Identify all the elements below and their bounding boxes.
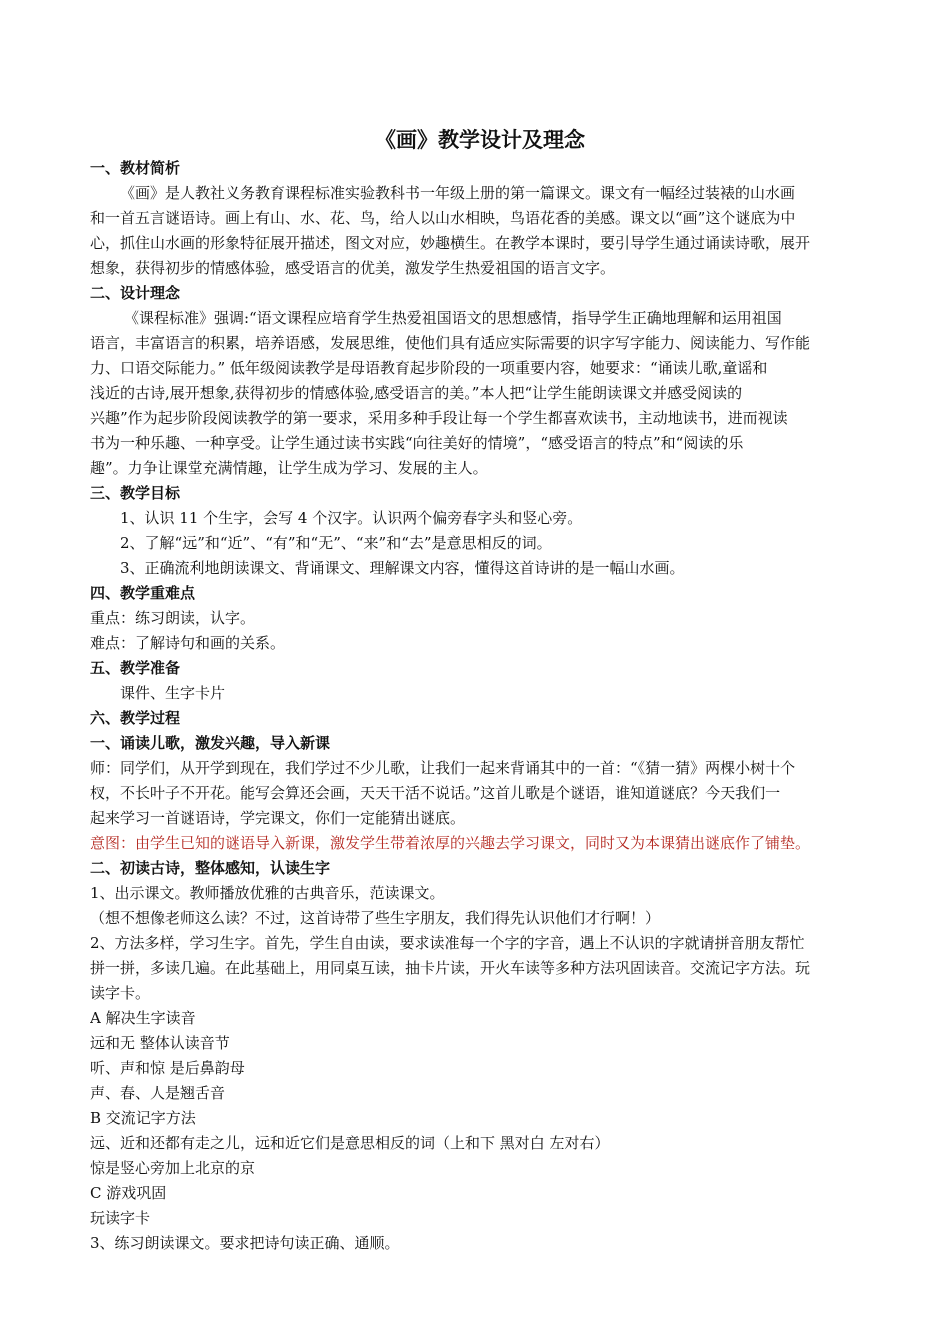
process-line: 远和无 整体认读音节: [90, 1034, 230, 1052]
paragraph-line: 力、口语交际能力。” 低年级阅读教学是母语教育起步阶段的一项重要内容，她要求：“诵读儿歌,童谣和: [90, 359, 768, 377]
process-line: 远、近和还都有走之儿，远和近它们是意思相反的词（上和下 黑对白 左对右）: [90, 1134, 610, 1152]
section-heading-goals: 三、教学目标: [90, 484, 181, 502]
process-line: 拼一拼，多读几遍。在此基础上，用同桌互读，抽卡片读，开火车读等多种方法巩固读音。交流记字方法。玩: [90, 959, 811, 977]
section-heading-preparation: 五、教学准备: [90, 659, 181, 677]
process-line: C 游戏巩固: [90, 1184, 167, 1202]
subsection-heading-first-reading: 二、初读古诗，整体感知，认读生字: [90, 859, 331, 877]
preparation-line: 课件、生字卡片: [120, 684, 226, 702]
section-heading-concept: 二、设计理念: [90, 284, 181, 302]
process-line: 3、练习朗读课文。要求把诗句读正确、通顺。: [90, 1234, 400, 1252]
paragraph-line: 《画》是人教社义务教育课程标准实验教科书一年级上册的第一篇课文。课文有一幅经过装裱的山水画: [120, 184, 796, 202]
process-line: 2、方法多样，学习生字。首先，学生自由读，要求读准每一个字的字音，遇上不认识的字就请拼音朋友帮忙: [90, 934, 805, 952]
paragraph-line: 浅近的古诗,展开想象,获得初步的情感体验,感受语言的美。”本人把“让学生能朗读课文并感受阅读的: [90, 384, 743, 402]
paragraph-line: 想象，获得初步的情感体验，感受语言的优美，激发学生热爱祖国的语言文字。: [90, 259, 616, 277]
process-line: 玩读字卡: [90, 1209, 151, 1227]
process-line: B 交流记字方法: [90, 1109, 196, 1127]
process-line: 声、春、人是翘舌音: [90, 1084, 226, 1102]
process-line: 1、出示课文。教师播放优雅的古典音乐，范读课文。: [90, 884, 445, 902]
section-heading-process: 六、教学过程: [90, 709, 181, 727]
section-heading-key-points: 四、教学重难点: [90, 584, 196, 602]
paragraph-line: 《课程标准》强调:“语文课程应培育学生热爱祖国语文的思想感情，指导学生正确地理解和运用祖国: [124, 309, 782, 327]
key-point-line: 重点：练习朗读，认字。: [90, 609, 256, 627]
paragraph-line: 和一首五言谜语诗。画上有山、水、花、鸟，给人以山水相映，鸟语花香的美感。课文以“画”这个谜底为中: [90, 209, 796, 227]
goal-item: 3、正确流利地朗读课文、背诵课文、理解课文内容，懂得这首诗讲的是一幅山水画。: [120, 559, 685, 577]
process-line: 听、声和惊 是后鼻韵母: [90, 1059, 245, 1077]
process-line: （想不想像老师这么读？不过，这首诗带了些生字朋友，我们得先认识他们才行啊！）: [90, 909, 661, 927]
process-line: A 解决生字读音: [90, 1009, 196, 1027]
paragraph-line: 书为一种乐趣、一种享受。让学生通过读书实践“向往美好的情境”，“感受语言的特点”和“阅读的乐: [90, 434, 744, 452]
paragraph-line: 兴趣”作为起步阶段阅读教学的第一要求，采用多种手段让每一个学生都喜欢读书，主动地读书，进而视读: [90, 409, 788, 427]
process-line: 惊是竖心旁加上北京的京: [90, 1159, 256, 1177]
section-heading-analysis: 一、教材简析: [90, 159, 181, 177]
subsection-heading-intro: 一、诵读儿歌，激发兴趣，导入新课: [90, 734, 331, 752]
paragraph-line: 师：同学们，从开学到现在，我们学过不少儿歌，让我们一起来背诵其中的一首：“《猜一猜》两棵小树十个: [90, 759, 796, 777]
paragraph-line: 语言，丰富语言的积累，培养语感，发展思维，使他们具有适应实际需要的识字写字能力、阅读能力、写作能: [90, 334, 811, 352]
difficulty-line: 难点：了解诗句和画的关系。: [90, 634, 286, 652]
document-title: 《画》教学设计及理念: [375, 128, 585, 152]
intent-note: 意图：由学生已知的谜语导入新课，激发学生带着浓厚的兴趣去学习课文，同时又为本课猜出谜底作了铺垫。: [90, 834, 811, 852]
goal-item: 2、了解“远”和“近”、“有”和“无”、“来”和“去”是意思相反的词。: [120, 534, 552, 552]
document-page: [90, 124, 870, 1256]
paragraph-line: 心，抓住山水画的形象特征展开描述，图文对应，妙趣横生。在教学本课时，要引导学生通过诵读诗歌，展开: [90, 234, 811, 252]
process-line: 读字卡。: [90, 984, 151, 1002]
paragraph-line: 趣”。力争让课堂充满情趣，让学生成为学习、发展的主人。: [90, 459, 488, 477]
paragraph-line: 起来学习一首谜语诗，学完课文，你们一定能猜出谜底。: [90, 809, 466, 827]
paragraph-line: 杈，不长叶子不开花。能写会算还会画，天天干活不说话。”这首儿歌是个谜语，谁知道谜底？今天我们一: [90, 784, 781, 802]
goal-item: 1、认识 11 个生字，会写 4 个汉字。认识两个偏旁春字头和竖心旁。: [120, 509, 583, 527]
